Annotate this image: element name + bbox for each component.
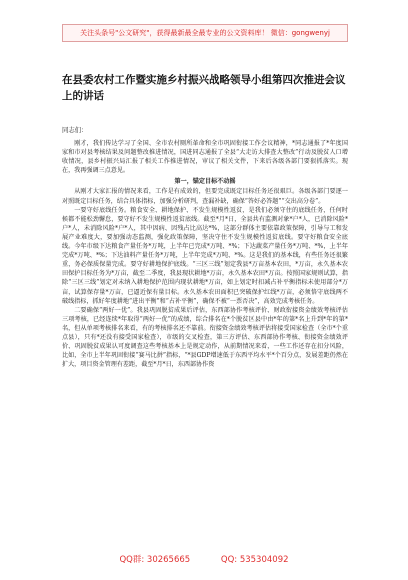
section-heading-1: 第一，锚定目标不动摇 xyxy=(174,178,236,186)
document-body xyxy=(62,139,348,369)
page-footer xyxy=(0,553,408,565)
document-title: 在县委农村工作暨实施乡村振兴战略领导小组第四次推进会议上的讲话 xyxy=(62,74,346,102)
paragraph-section-1: 从刚才大家汇报的情况来看，工作是有成效的，但要完成既定目标任务还很艰巨。各级各部门要逐一对照既定目标任务，结合具体指标，加强分析研判，查漏补缺，确保“答好必答题”“交出高分卷”。 xyxy=(62,188,348,205)
footer-qq-group: QQ群: 30265665 xyxy=(119,555,191,565)
paragraph-intro: 刚才，我们传达学习了全国、全市农村厕所革命和全市巩固衔接工作会议精神，*同志通报了*年度国家和市对县考核结果及问题整改推进情况，国进同志通报了全县“大走访大排查大整改”行动及脱贫人口增收情况，县乡村振兴局汇报了相关工作推进情况，审议了相关文件，下来后各级各部门要狠抓落实。现在，我再强调三点意见。 xyxy=(62,140,348,175)
paragraph-bottom-line: 一要守好底线任务。粮食安全、耕地保护、不发生规模性返贫，是我们必须守住的底线任务，任何时候都不能松劲懈怠，要守好不发生规模性返贫底线。截至*月*日，全县共有监测对象*户*人，已消除风险*户*人，未消除风险*户*人，其中因病、因残占比高达*%，这部分群体主要依靠政策保障，引导与工和发展产业难度大，要加强动态监测，强化政策保障，坚决守住不发生规模性返贫底线。要守好粮食安全底线。今年市级下达粮食产量任务*万吨，上半年已完成*万吨、*%；下达蔬菜产量任务*万吨、*%，上半年完成*万吨、*%；下达油料产量任务*万吨，上半年完成*万吨、*%。这是我们的基本线，有些任务还很繁重，务必保质保量完成。要守好耕地保护底线。“三区三线”划定我县*万亩基本农田，*万亩，永久基本农田保护目标任务为*万亩，截至二季度，我县现状耕地*万亩，永久基本农田*万亩。按照国家规则试算，指除“三区三线”划定对未纳入耕地保护范围内现状耕地*万亩，如上划定时扣减占补平衡指标未使用部分*万亩，试算保存量*万亩，已逼近保有量目标。永久基本农田面积已突破保护红线*万亩，必须恪守底线两不破线指标，抓好年度耕地“进出平衡”和“占补平衡”，确保不被“一票否决”，高效完成考核任务。 xyxy=(62,206,348,305)
salutation: 同志们： xyxy=(62,126,88,134)
footer-qq: QQ: 535304092 xyxy=(220,555,289,565)
top-banner: 关注头条号"公文研究"，获得最新最全最专业的公文资料库！ 微信：gongwenyj xyxy=(62,24,348,42)
paragraph-two-good-one-excellent: 二要确保“两好一优”。我县巩固脱贫成果后评估，东西部协作考核评价、财政衔接资金绩效考核评估三项考核，已经连续*年取得“两好一优”的成绩，综合排名在*个脱贫区县中由*年的第*名上升到*年的第*名，但从单项考核排名来看，有的考核排名还不靠前。衔接资金绩效考核评估将接受国家检查（全市*个重点县），只有*还没有接受国家检查），市级的交叉检查，第三方评估、东西部协作考核、衔接资金绩效评价、巩固脱贫成果认可度调查这些考核基本上是规定动作，从前期情况来看，一些工作还存在扣分风险，比如，全市上半年巩固衔接“赛马比拼”指标，“*县GDP增速低于东西平均水平*个百分点，发展差距仍然在扩大，项目资金管理有差距，截至*月*日，东西部协作资 xyxy=(62,306,348,369)
